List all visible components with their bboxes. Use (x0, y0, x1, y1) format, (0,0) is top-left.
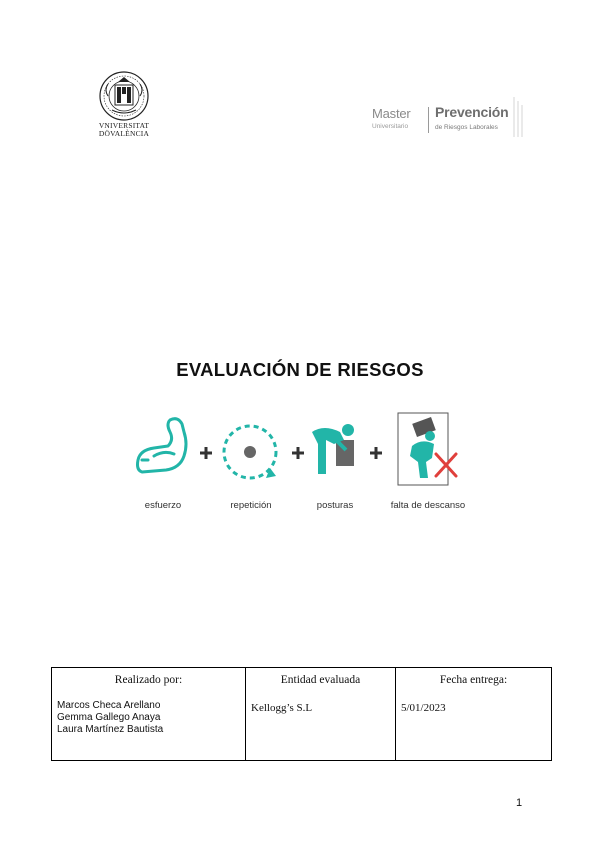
author-name: Laura Martínez Bautista (57, 724, 164, 735)
repeat-cycle-icon (224, 426, 276, 478)
document-title: EVALUACIÓN DE RIESGOS (176, 359, 424, 380)
university-name-line2: DÖVALÈNCIA (98, 129, 150, 138)
entity-value: Kellogg’s S.L (251, 702, 313, 714)
university-seal-icon (98, 70, 150, 122)
bending-worker-icon (312, 424, 354, 474)
author-name: Marcos Checa Arellano (57, 700, 161, 711)
author-name: Gemma Gallego Anaya (57, 712, 161, 723)
infographic-label: posturas (316, 500, 354, 511)
date-cell (396, 668, 552, 761)
document-info-table (51, 667, 552, 761)
tired-worker-icon (398, 413, 456, 485)
plus-icon (370, 447, 382, 459)
master-program-logo (372, 103, 532, 143)
master-subtitle: Universitario (372, 123, 409, 130)
infographic-label: falta de descanso (390, 500, 466, 511)
plus-icon (200, 447, 212, 459)
master-word: Master (372, 106, 411, 121)
page-number: 1 (516, 797, 523, 809)
prevencion-subtitle: de Riesgos Laborales (435, 124, 498, 131)
university-name (92, 122, 156, 138)
infographic-label: repetición (230, 500, 272, 511)
university-logo (92, 70, 156, 146)
made-by-header: Realizado por: (114, 674, 183, 686)
authors-list (52, 700, 245, 736)
plus-icon (292, 447, 304, 459)
infographic-label: esfuerzo (144, 500, 182, 511)
date-value: 5/01/2023 (401, 702, 446, 714)
entity-cell (246, 668, 396, 761)
date-header: Fecha entrega: (439, 674, 508, 686)
table-row (52, 668, 552, 761)
risk-factors-infographic (130, 410, 480, 520)
entity-header: Entidad evaluada (280, 674, 361, 686)
prevencion-word: Prevención (435, 104, 509, 120)
flexed-arm-icon (138, 419, 187, 472)
university-name-line1: VNIVERSITAT (98, 121, 150, 130)
logo-lines-icon (512, 97, 526, 139)
logo-divider (428, 107, 429, 133)
authors-cell (52, 668, 246, 761)
